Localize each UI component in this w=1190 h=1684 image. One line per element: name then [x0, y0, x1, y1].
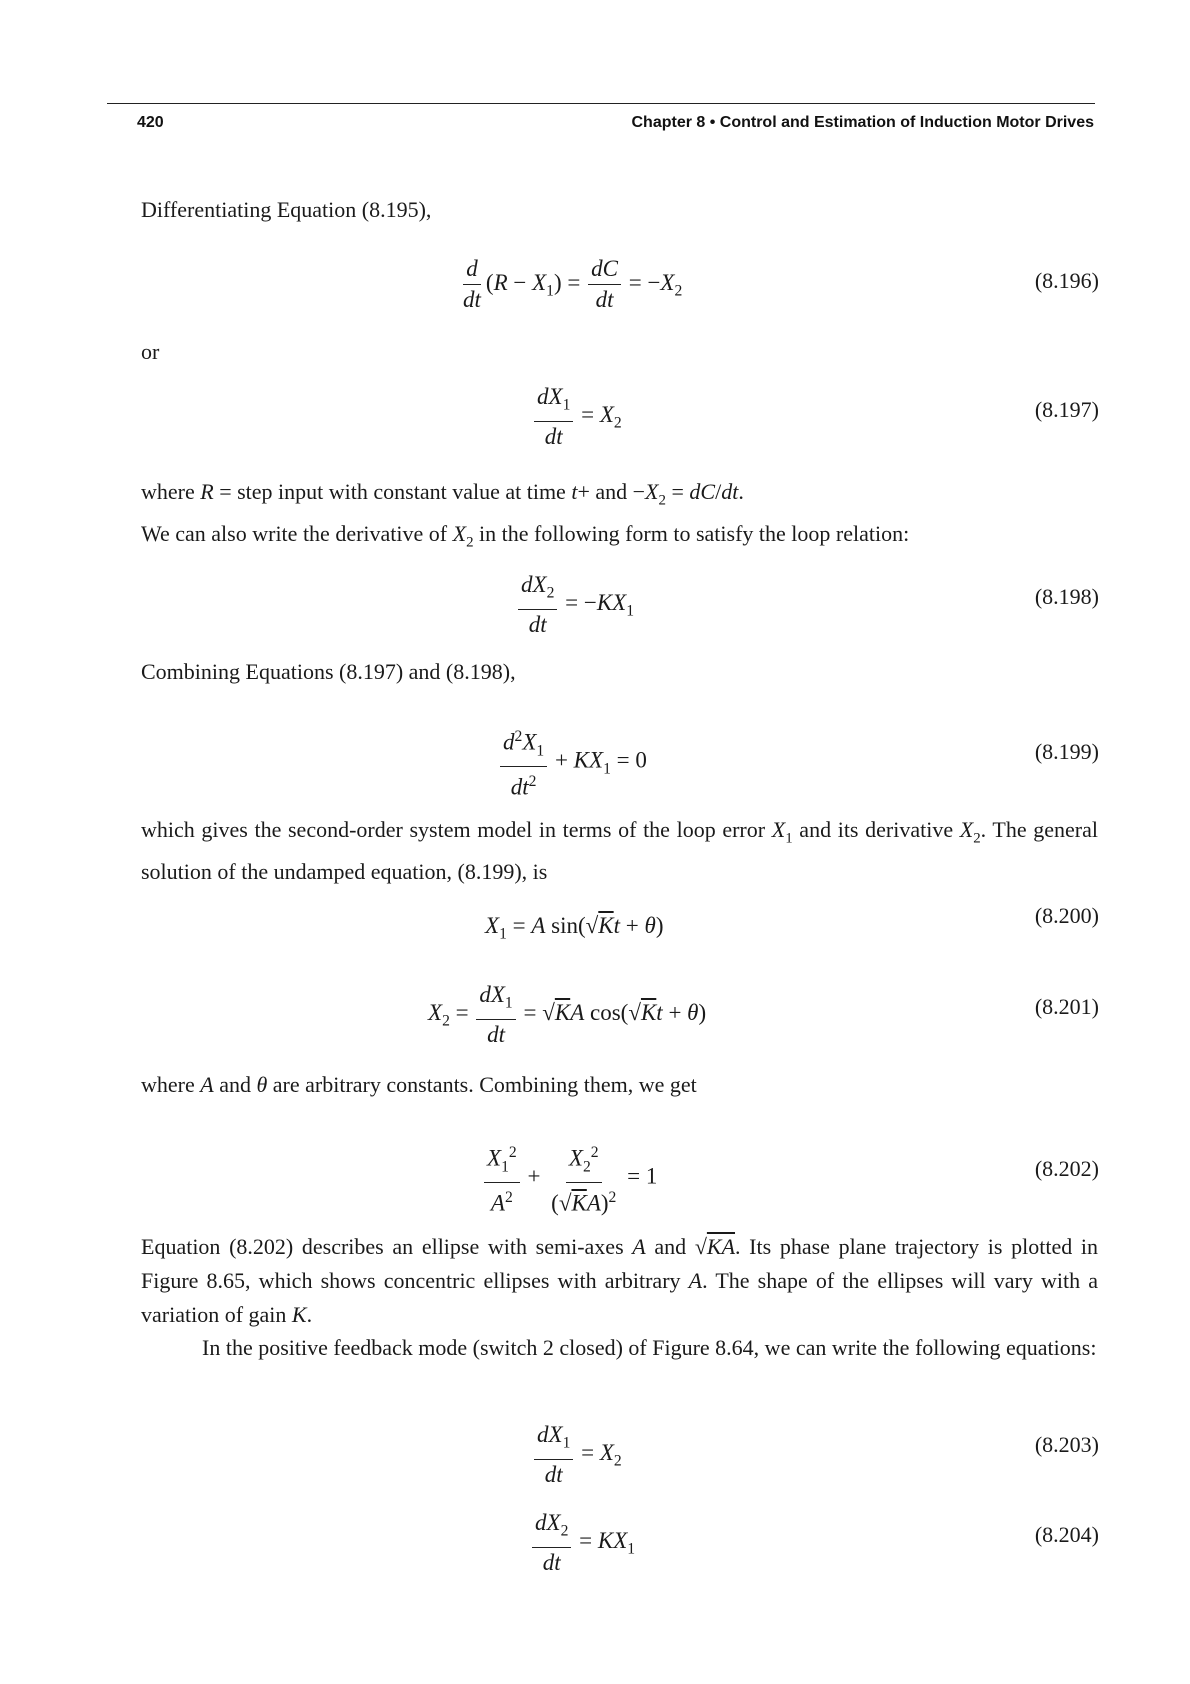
equation-number: (8.202) [1034, 1156, 1099, 1181]
equation-8-204: $\frac{dX_2}{dt}$ = $KX_1$ [530, 1510, 635, 1576]
equation-8-203: $\frac{dX_1}{dt}$ = $X_2$ [532, 1422, 622, 1488]
equation-8-199: $\frac{d^2X_1}{dt^2}$ + $KX_1 = 0$ [498, 724, 647, 801]
equation-number: (8.200) [1034, 903, 1099, 928]
equation-number: (8.197) [1034, 397, 1099, 422]
equation-8-198: $\frac{dX_2}{dt}$ = $-KX_1$ [516, 572, 634, 638]
paragraph-6: where A and θ are arbitrary constants. Combining them, we get [141, 1072, 697, 1097]
paragraph-7: Equation (8.202) describes an ellipse with semi-axes A and √KA. Its phase plane trajectory is plotted in Figure 8.65, which shows concentric ellipses with arbitrary A. The shape of the ellipses will vary with a variation of gain K. [141, 1234, 1098, 1327]
paragraph-3-line-1: where R = step input with constant value at time t+ and $-X_2 = dC/dt$. [141, 479, 744, 509]
paragraph-4: Combining Equations (8.197) and (8.198), [141, 659, 516, 684]
paragraph-8: In the positive feedback mode (switch 2 closed) of Figure 8.64, we can write the following equations: [202, 1335, 1097, 1360]
paragraph-5: which gives the second-order system model in terms of the loop error $X_1$ and its derivative $X_2$. The general solution of the undamped equation, (8.199), is [141, 817, 1098, 885]
equation-number: (8.203) [1034, 1432, 1099, 1457]
paragraph-2: or [141, 339, 160, 364]
running-head: Chapter 8 • Control and Estimation of Induction Motor Drives [631, 114, 1094, 131]
equation-8-196: $\frac{d}{dt}$ $(R - X_1)$ = $\frac{dC}{dt}$ = $-X_2$ [463, 256, 683, 312]
equation-number: (8.198) [1034, 584, 1099, 609]
header-rule [107, 103, 1095, 104]
paragraph-3-line-2: We can also write the derivative of $X_2$ in the following form to satisfy the loop relation: [141, 521, 910, 551]
page-number: 420 [137, 114, 164, 131]
equation-number: (8.204) [1034, 1522, 1099, 1547]
equation-number: (8.201) [1034, 994, 1099, 1019]
paragraph-1: Differentiating Equation (8.195), [141, 197, 432, 222]
equation-8-200: $X_1 = A$ sin(√Kt + θ) [485, 913, 664, 943]
equation-8-201: $X_2$ = $\frac{dX_1}{dt}$ = √KA cos(√Kt + θ) [428, 982, 707, 1047]
equation-number: (8.196) [1034, 268, 1099, 293]
equation-8-202: $\frac{X_1^2}{A^2}$ + $\frac{X_2^2}{(√KA)^2}$ = 1 [482, 1140, 657, 1217]
equation-8-197: $\frac{dX_1}{dt}$ = $X_2$ [532, 384, 622, 450]
paragraph-3 [141, 475, 1098, 560]
equation-number: (8.199) [1034, 739, 1099, 764]
